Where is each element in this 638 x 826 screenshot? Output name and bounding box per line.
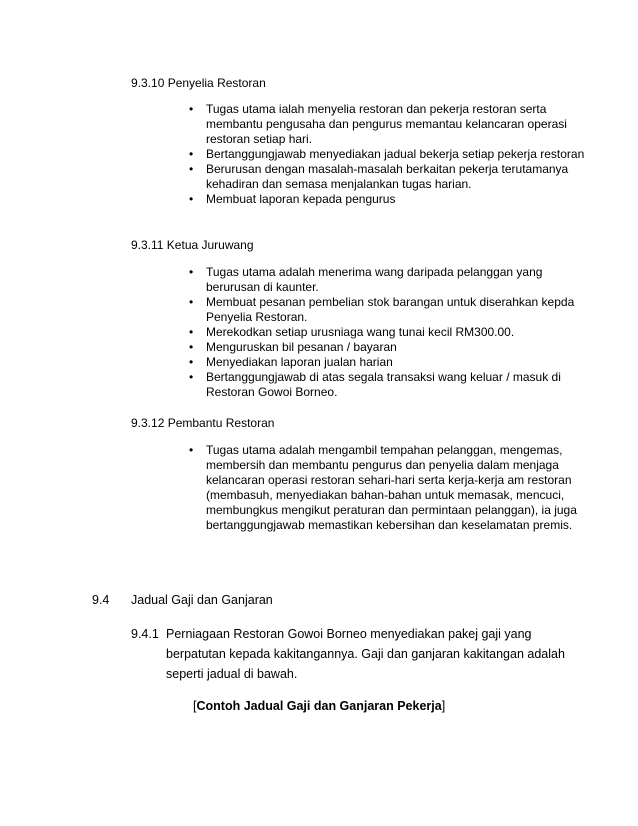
list-item: • Membuat pesanan pembelian stok barangan untuk diserahkan kepda Penyelia Restoran. — [189, 295, 589, 325]
list-9-3-10 — [189, 102, 589, 207]
section-title-9-4: Jadual Gaji dan Ganjaran — [131, 593, 273, 607]
list-item: • Menyediakan laporan jualan harian — [189, 355, 589, 370]
list-item: • Bertanggungjawab di atas segala transaksi wang keluar / masuk di Restoran Gowoi Borneo. — [189, 370, 589, 400]
list-item: • Tugas utama adalah mengambil tempahan pelanggan, mengemas, membersih dan membantu pengurus dan penyelia dalam menjaga kelancaran operasi restoran sehari-hari serta kerja-kerja am restoran (membasuh, menyediakan bahan-bahan untuk memasak, mencuci, membungkus mengikut peraturan dan permintaan pelanggan), ia juga bertanggungjawab memastikan kebersihan dan keselamatan premis. — [189, 443, 589, 533]
paragraph-line: seperti jadual di bawah. — [166, 667, 298, 681]
heading-9-3-11: 9.3.11 Ketua Juruwang — [131, 238, 254, 252]
caption-text: Contoh Jadual Gaji dan Ganjaran Pekerja — [196, 699, 442, 713]
list-item: • Berurusan dengan masalah-masalah berkaitan pekerja terutamanya kehadiran dan semasa menjalankan tugas harian. — [189, 162, 589, 192]
caption-bracket-close: ] — [441, 699, 446, 713]
heading-9-3-12: 9.3.12 Pembantu Restoran — [131, 416, 275, 430]
paragraph-line: berpatutan kepada kakitangannya. Gaji dan ganjaran kakitangan adalah — [166, 647, 565, 661]
list-9-3-11 — [189, 265, 589, 400]
list-item: • Menguruskan bil pesanan / bayaran — [189, 340, 589, 355]
section-number-9-4: 9.4 — [92, 593, 110, 607]
caption-bracket-open: [ — [193, 699, 197, 713]
list-item: • Tugas utama adalah menerima wang daripada pelanggan yang berurusan di kaunter. — [189, 265, 589, 295]
list-item: • Tugas utama ialah menyelia restoran dan pekerja restoran serta membantu pengusaha dan pengurus memantau kelancaran operasi restoran setiap hari. — [189, 102, 589, 147]
list-item: • Merekodkan setiap urusniaga wang tunai kecil RM300.00. — [189, 325, 589, 340]
table-caption — [193, 698, 445, 714]
list-item: • Membuat laporan kepada pengurus — [189, 192, 589, 207]
paragraph-line: Perniagaan Restoran Gowoi Borneo menyediakan pakej gaji yang — [166, 627, 532, 641]
paragraph-9-4-1 — [166, 624, 586, 684]
list-9-3-12 — [189, 443, 589, 533]
paragraph-number-9-4-1: 9.4.1 — [131, 627, 159, 641]
list-item: • Bertanggungjawab menyediakan jadual bekerja setiap pekerja restoran — [189, 147, 589, 162]
heading-9-3-10: 9.3.10 Penyelia Restoran — [131, 76, 266, 90]
